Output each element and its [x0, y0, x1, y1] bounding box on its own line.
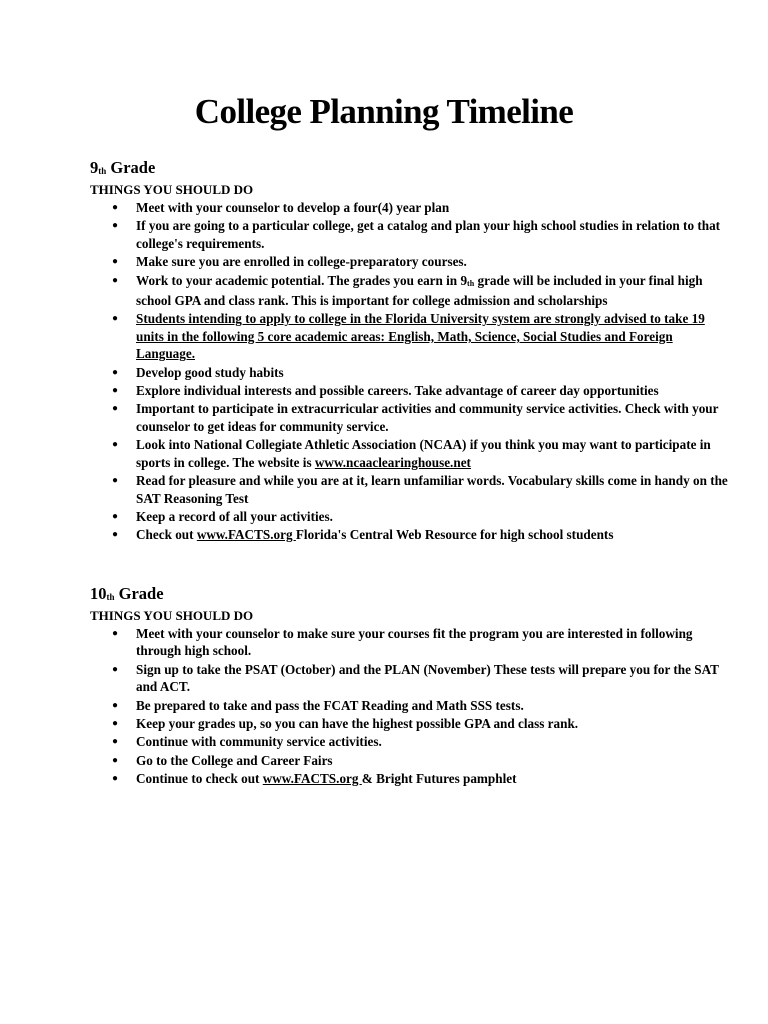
grade-10-list: [90, 625, 730, 788]
list-item: ● Keep a record of all your activities.: [112, 508, 333, 524]
list-item: ● Go to the College and Career Fairs: [112, 752, 333, 768]
bullet-icon: ●: [112, 202, 119, 213]
list-item: ● Develop good study habits: [112, 364, 284, 380]
bullet-icon: ●: [112, 754, 119, 766]
bullet-icon: ●: [112, 366, 119, 378]
list-item: ● Check out www.FACTS.org Florida's Central Web Resource for high school students: [112, 527, 614, 543]
grade-9-subheading: THINGS YOU SHOULD DO: [90, 182, 254, 197]
bullet-icon: ●: [112, 439, 119, 451]
list-item: ● Explore individual interests and possible careers. Take advantage of career day opportunities: [112, 383, 659, 399]
list-item: ● Read for pleasure and while you are at it, learn unfamiliar words. Vocabulary skills come in handy on the SAT Reasoning Test: [112, 473, 728, 506]
facts-link[interactable]: www.FACTS.org: [196, 527, 296, 543]
list-item: ● Sign up to take the PSAT (October) and the PLAN (November) These tests will prepare you for the SAT and ACT.: [112, 661, 719, 695]
bullet-icon: ●: [112, 773, 119, 785]
bullet-icon: ●: [112, 385, 119, 397]
list-item: ● Make sure you are enrolled in college-preparatory courses.: [112, 254, 467, 270]
grade-9-suffix: th: [98, 166, 107, 176]
list-item: ● If you are going to a particular college, get a catalog and plan your high school studies in relation to that college's requirements.: [112, 218, 721, 251]
list-item: [90, 310, 730, 362]
list-item: ● Important to participate in extracurricular activities and community service activities. Check with your counselor to get ideas for community service.: [112, 401, 719, 434]
bullet-icon: ●: [112, 718, 119, 730]
bullet-icon: ●: [112, 699, 119, 711]
florida-university-note: Students intending to apply to college in the Florida University system are strongly advised to take 19 units in the following 5 core academic areas: English, Math, Science, Social Studies and Foreign Language.: [136, 311, 705, 362]
grade-10-word: Grade: [118, 584, 164, 603]
grade-9-heading: [90, 158, 730, 181]
bullet-icon: ●: [112, 403, 119, 415]
grade-9-section: [90, 158, 730, 545]
list-item: ● Meet with your counselor to make sure your courses fit the program you are interested in following through high school.: [112, 626, 693, 659]
bullet-icon: ●: [112, 736, 119, 748]
grade-10-heading: [90, 584, 730, 607]
grade-9-list: [90, 199, 730, 544]
bullet-icon: ●: [112, 313, 119, 325]
bullet-icon: ●: [112, 475, 119, 487]
list-item: ● Continue with community service activities.: [112, 734, 382, 750]
bullet-icon: ●: [112, 663, 119, 675]
list-item: ● Work to your academic potential. The grades you earn in 9th grade will be included in your final high school GPA and class rank. This is important for college admission and scholarships: [112, 272, 703, 309]
bullet-icon: ●: [112, 510, 119, 522]
bullet-icon: ●: [112, 220, 119, 232]
grade-9-word: Grade: [110, 158, 156, 177]
list-item: ● Look into National Collegiate Athletic Association (NCAA) if you think you may want to participate in sports in college. The website is www.ncaaclearinghouse.net: [112, 437, 711, 470]
page-title: College Planning Timeline: [194, 92, 574, 131]
list-item: ● Be prepared to take and pass the FCAT Reading and Math SSS tests.: [112, 697, 524, 713]
ncaa-link[interactable]: www.ncaaclearinghouse.net: [314, 454, 471, 470]
list-item: ● Keep your grades up, so you can have the highest possible GPA and class rank.: [112, 716, 579, 732]
grade-10-subheading: THINGS YOU SHOULD DO: [90, 608, 254, 623]
grade-9-number: 9: [90, 158, 99, 177]
grade-10-number: 10: [90, 584, 107, 603]
list-item: ● Continue to check out www.FACTS.org & Bright Futures pamphlet: [112, 771, 517, 787]
grade-10-section: [90, 584, 730, 789]
list-item: ● Meet with your counselor to develop a four(4) year plan: [112, 200, 450, 215]
bullet-icon: ●: [112, 256, 119, 268]
bullet-icon: ●: [112, 529, 119, 541]
facts-link[interactable]: www.FACTS.org: [262, 771, 362, 787]
bullet-icon: ●: [112, 628, 119, 639]
bullet-icon: ●: [112, 274, 119, 286]
grade-10-suffix: th: [106, 592, 115, 602]
